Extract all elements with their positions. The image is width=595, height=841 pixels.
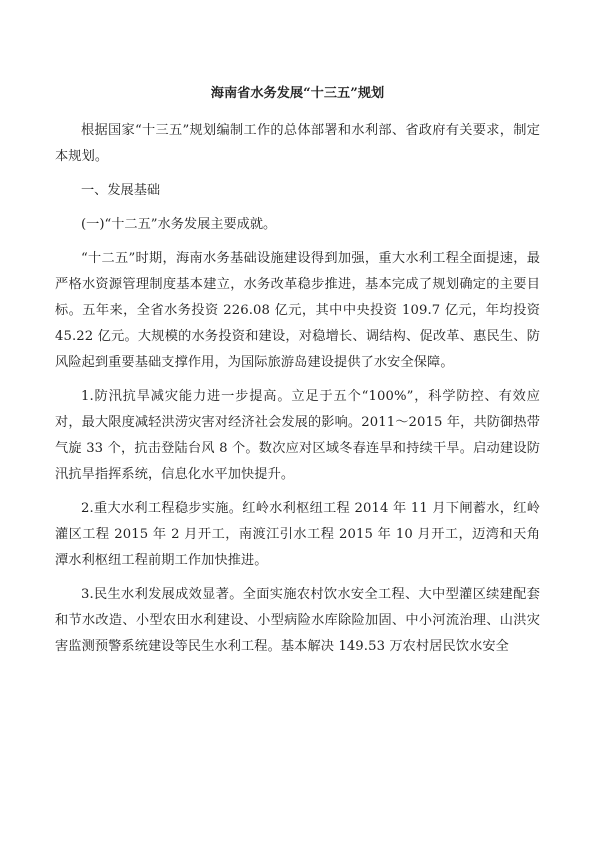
overview-paragraph: “十二五”时期，海南水务基础设施建设得到加强，重大水利工程全面提速，最严格水资源管理制度基本建立，水务改革稳步推进，基本完成了规划确定的主要目标。五年来，全省水务投资 226.08 亿元，其中中央投资 109.7 亿元，年均投资 45.22 亿元。大规模的水务投资和建设，对稳增长、调结构、促改革、惠民生、防风险起到重要基础支撑作用，为国际旅游岛建设提供了水安全保障。 <box>55 251 540 370</box>
intro-paragraph: 根据国家“十三五”规划编制工作的总体部署和水利部、省政府有关要求，制定本规划。 <box>55 123 540 164</box>
document-title: 海南省水务发展“十三五”规划 <box>210 86 385 101</box>
subsection-heading: (一)“十二五”水务发展主要成就。 <box>81 217 277 232</box>
major-projects-paragraph: 2.重大水利工程稳步实施。红岭水利枢纽工程 2014 年 11 月下闸蓄水，红岭灌区工程 2015 年 2 月开工，南渡江引水工程 2015 年 10 月开工，迈湾和天角潭水利枢纽工程前期工作加快推进。 <box>55 501 540 568</box>
flood-control-paragraph: 1.防汛抗旱减灾能力进一步提高。立足于五个“100%”，科学防控、有效应对，最大限度减轻洪涝灾害对经济社会发展的影响。2011～2015 年，共防御热带气旋 33 个，抗击登陆台风 8 个。数次应对区域冬春连旱和持续干旱。启动建设防汛抗旱指挥系统，信息化水平加快提升。 <box>55 389 540 482</box>
livelihood-paragraph: 3.民生水利发展成效显著。全面实施农村饮水安全工程、大中型灌区续建配套和节水改造、小型农田水利建设、小型病险水库除险加固、中小河流治理、山洪灾害监测预警系统建设等民生水利工程。基本解决 149.53 万农村居民饮水安全 <box>55 587 540 654</box>
section-heading: 一、发展基础 <box>81 183 161 198</box>
